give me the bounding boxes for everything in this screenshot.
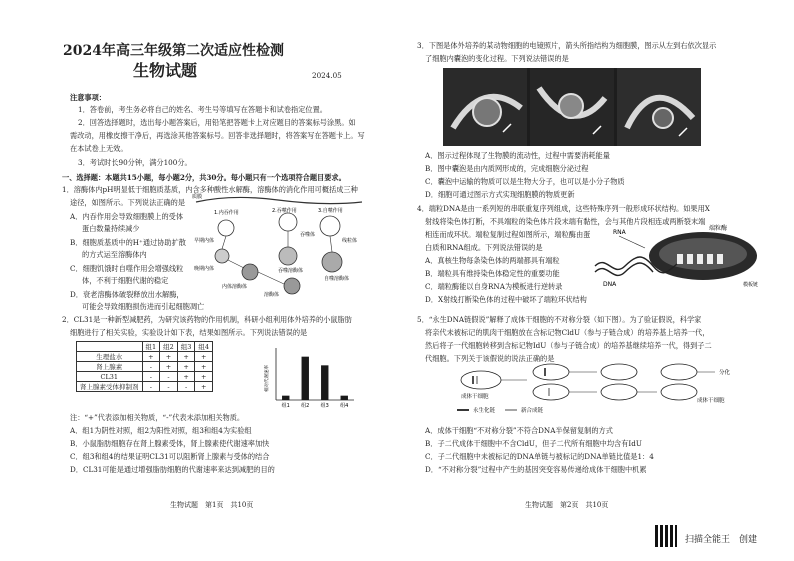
q3-option-c: C．囊泡中运输的物质可以是生物大分子，也可以是小分子物质 <box>425 177 625 186</box>
table-cell: + <box>160 352 178 362</box>
q2-option-d: D．CL31可能是通过增强脂肪细胞的代谢速率来达到减肥的目的 <box>70 465 275 474</box>
scanner-watermark: 扫描全能王 创建 <box>685 535 758 545</box>
q4-option-a: A．真核生物每条染色体的两端都具有端粒 <box>425 256 560 265</box>
q1-option-b: B．细胞质基质中的H⁺通过协助扩散 <box>70 238 186 247</box>
metabolic-rate-bar-chart <box>262 342 358 412</box>
label-membrane: 质膜 <box>192 194 203 200</box>
x-tick-label: 组4 <box>340 403 349 409</box>
table-cell: 生理盐水 <box>77 352 143 362</box>
table-cell: 组2 <box>160 342 178 352</box>
table-cell: 组1 <box>142 342 160 352</box>
table-cell: + <box>195 372 213 382</box>
immortal-strand-diagram <box>447 362 747 422</box>
q4-stem: 射线将染色体打断，不具端粒的染色体片段末端有黏性，会与其他片段相连或两断裂末端 <box>425 217 706 226</box>
q5-option-b: B．子二代成体干细胞中不含CldU，但子二代所有细胞中均含有IdU <box>425 439 642 448</box>
table-cell: - <box>160 382 178 392</box>
table-row <box>77 352 213 362</box>
q4-stem: 4．端粒DNA是由一系列短的串联重复序列组成，这些特殊序列一般形成环状结构。如果用X <box>417 204 710 213</box>
table-cell: 组4 <box>195 342 213 352</box>
label-dna: DNA <box>603 281 617 288</box>
label-stem-cell-right: 成体干细胞 <box>697 398 725 404</box>
q3-stem: 3．下图是体外培养的某动物细胞的电镜照片，箭头所指结构为细胞膜，图示从左到右依次显示 <box>417 41 717 50</box>
q1-option-d: D．衰老溶酶体破裂释放出水解酶， <box>70 290 184 299</box>
table-cell: CL31 <box>77 372 143 382</box>
notice-line: 1．答卷前，考生务必将自己的姓名、考生号等填写在答题卡和试卷指定位置。 <box>78 105 327 114</box>
q3-option-a: A．图示过程体现了生物膜的流动性，过程中需要消耗能量 <box>425 151 610 160</box>
label-immortal-strand: 永生化链 <box>473 408 496 414</box>
telomerase-diagram <box>593 224 773 288</box>
table-cell: + <box>177 352 195 362</box>
q1-option-a-cont: 蛋白数量持续减少 <box>82 224 140 233</box>
bar-组1 <box>282 396 289 400</box>
label-autophagosome: 自噬溶酶体 <box>324 276 350 282</box>
q5-stem: 然后将子一代细胞转移到含标记物IdU（参与子链合成）的培养基继续培养一代，得到子二 <box>425 341 712 350</box>
micrograph-image <box>443 68 701 146</box>
q5-option-a: A．成体干细胞“不对称分裂”不符合DNA半保留复制的方式 <box>425 426 613 435</box>
q1-option-a: A．内吞作用会导致细胞膜上的受体 <box>70 212 184 221</box>
x-tick-label: 组3 <box>320 403 329 409</box>
label-differentiation: 分化 <box>719 370 731 376</box>
table-row <box>77 372 213 382</box>
q1-stem: 途径，如图所示。下列说法正确的是 <box>70 198 186 207</box>
label-lysosome: 溶酶体 <box>264 292 280 298</box>
q4-option-c: C．端粒酶能以自身RNA为模板进行逆转录 <box>425 282 563 291</box>
q5-stem: 5．“永生DNA链假说”解释了成体干细胞的不对称分裂（如下图）。为了验证假说，科学家 <box>417 315 702 324</box>
q2-stem: 2．CL31是一种新型减肥药，为研究该药物的作用机制，科研小组利用体外培养的小鼠脂肪 <box>62 315 352 324</box>
q2-option-c: C．组3和组4的结果证明CL31可以阻断肾上腺素与受体的结合 <box>70 452 270 461</box>
exam-date: 2024.05 <box>312 71 342 80</box>
qr-code-icon <box>655 525 677 547</box>
table-cell: + <box>177 372 195 382</box>
table-cell: 组3 <box>177 342 195 352</box>
q5-stem: 将亲代未被标记的肌肉干细胞放在含标记物CldU（参与子链合成）的培养基上培养一代， <box>425 328 710 337</box>
q4-stem: 白质和RNA组成。下列说法错误的是 <box>425 243 543 252</box>
q1-option-b-cont: 的方式运至溶酶体内 <box>82 250 147 259</box>
label-rna: RNA <box>613 229 626 236</box>
lysosome-pathway-diagram <box>192 192 364 300</box>
x-tick-label: 组2 <box>301 403 310 409</box>
label-template-strand: 模板链 <box>743 282 759 288</box>
table-cell: + <box>177 362 195 372</box>
experiment-table <box>76 341 213 392</box>
q1-option-c: C．细胞饥饿时自噬作用会增强线粒 <box>70 264 184 273</box>
x-tick-label: 组1 <box>281 403 290 409</box>
table-cell: + <box>195 362 213 372</box>
q2-option-a: A．组1为阴性对照，组2为阳性对照，组3和组4为实验组 <box>70 426 252 435</box>
q5-stem: 代细胞。下列关于该假说的说法正确的是 <box>425 354 555 363</box>
notice-heading: 注意事项： <box>70 93 106 102</box>
q1-stem: 1．溶酶体内pH明显低于细胞质基质，内含多种酸性水解酶，溶酶体的消化作用可概括成三种 <box>62 185 358 194</box>
table-cell: + <box>195 352 213 362</box>
q1-option-c-cont: 体，不利于细胞代谢的稳定 <box>82 276 169 285</box>
q3-stem: 了细胞内囊泡的变化过程。下列说法错误的是 <box>425 54 569 63</box>
q5-option-c: C．子二代细胞中未被标记的DNA单链与被标记的DNA单链比值是1：4 <box>425 452 654 461</box>
table-cell: + <box>160 362 178 372</box>
q2-option-b: B．小鼠脂肪细胞存在肾上腺素受体，肾上腺素使代谢速率加快 <box>70 439 270 448</box>
q4-option-b: B．端粒具有维持染色体稳定性的重要功能 <box>425 269 560 278</box>
table-cell: 肾上腺素 <box>77 362 143 372</box>
table-cell <box>77 342 143 352</box>
section-one-heading: 一、选择题：本题共15小题，每小题2分，共30分。每小题只有一个选项符合题目要求。 <box>62 173 346 182</box>
table-cell: + <box>195 382 213 392</box>
q2-stem: 细胞进行了相关实验，实验设计如下表，结果如图所示。下列说法错误的是 <box>70 328 308 337</box>
notice-line: 2．回答选择题时，选出每小题答案后，用铅笔把答题卡上对应题目的答案标号涂黑。如 <box>78 118 356 127</box>
q3-option-b: B．图中囊泡是由内质网形成的，完成细胞分泌过程 <box>425 164 589 173</box>
label-early-endosome: 早期内体 <box>194 238 215 244</box>
label-new-strand: 新合成链 <box>521 408 544 414</box>
bar-组4 <box>341 396 348 400</box>
page-footer: 生物试题 第1页 共10页 <box>170 501 254 509</box>
label-autophagy: 3.自噬作用 <box>318 208 343 214</box>
label-telomerase: 端粒酶 <box>709 225 728 232</box>
page-footer: 生物试题 第2页 共10页 <box>525 501 609 509</box>
q2-table-note: 注：“+”代表添加相关物质，“-”代表未添加相关物质。 <box>70 413 245 422</box>
y-axis-label: 相对代谢速率 <box>265 365 270 392</box>
exam-title: 2024年高三年级第二次适应性检测 <box>63 43 284 59</box>
table-cell: + <box>142 352 160 362</box>
q1-option-d-cont: 可能会导致细胞损伤进而引起细胞凋亡 <box>82 302 205 311</box>
bar-组2 <box>302 357 309 400</box>
table-cell: - <box>142 372 160 382</box>
right-page <box>397 0 794 561</box>
bar-组3 <box>321 365 328 400</box>
label-endocytosis: 1.内吞作用 <box>214 210 239 216</box>
q5-option-d: D．“不对称分裂”过程中产生的基因突变容易传递给成体干细胞中机累 <box>425 465 647 474</box>
table-cell: - <box>142 382 160 392</box>
label-endolysosome: 内体溶酶体 <box>222 284 248 290</box>
label-phagosome: 吞噬体 <box>300 232 316 238</box>
label-mitochondria: 线粒体 <box>342 238 358 244</box>
table-cell: - <box>160 372 178 382</box>
table-cell: 肾上腺素受体抑制剂 <box>77 382 143 392</box>
table-header-row <box>77 342 213 352</box>
label-stem-cell-left: 成体干细胞 <box>461 394 489 400</box>
q3-option-d: D．细胞可通过图示方式实现细胞膜的物质更新 <box>425 190 575 199</box>
subject-title: 生物试题 <box>133 61 198 80</box>
table-row <box>77 382 213 392</box>
notice-line: 3．考试时长90分钟，满分100分。 <box>78 158 192 167</box>
table-cell: - <box>177 382 195 392</box>
q4-stem: 相连而成环状。端粒复制过程如图所示，端粒酶由蛋 <box>425 230 591 239</box>
label-phagocytosis: 2.吞噬作用 <box>272 208 297 214</box>
notice-line: 需改动，用橡皮擦干净后，再选涂其他答案标号。回答非选择题时，将答案写在答题卡上。写 <box>70 131 365 140</box>
electron-micrograph-panel <box>443 68 701 146</box>
notice-line: 在本试卷上无效。 <box>70 144 128 153</box>
table-cell: - <box>142 362 160 372</box>
q4-option-d: D．X射线打断染色体的过程中破坏了端粒环状结构 <box>425 295 587 304</box>
label-phagolysosome: 吞噬溶酶体 <box>278 268 304 274</box>
table-row <box>77 362 213 372</box>
label-late-endosome: 晚期内体 <box>194 266 215 272</box>
